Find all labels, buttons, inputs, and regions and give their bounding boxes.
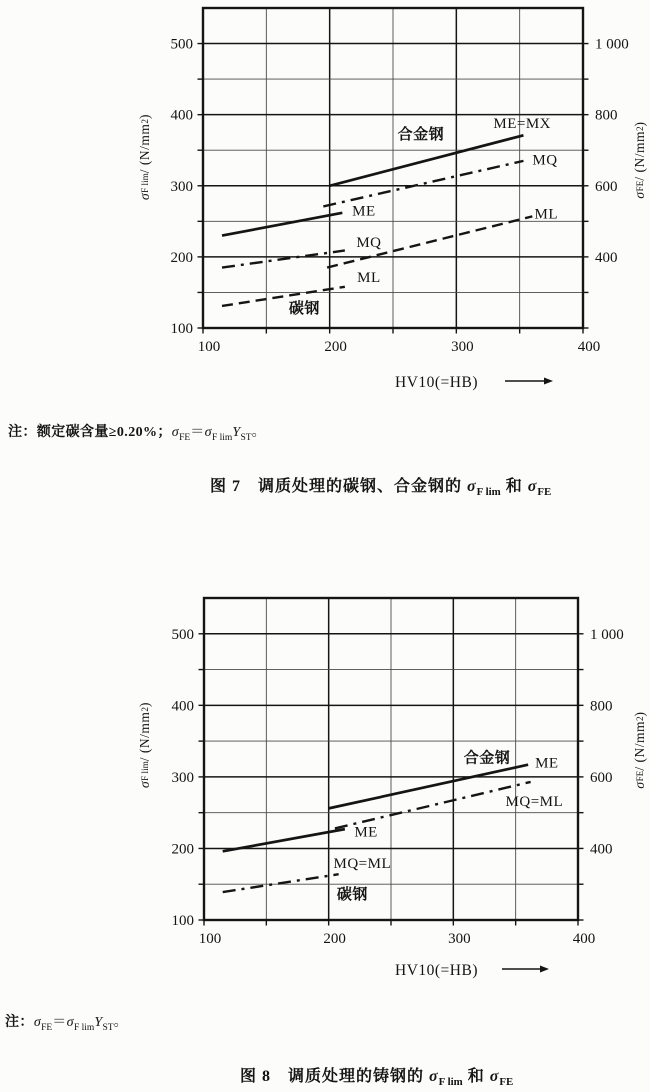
y-left-tick-label: 400 [170, 107, 193, 124]
chart-annotation: 合金钢 [397, 126, 445, 143]
figure-7-y-axis-right-title: σ FE / (N/mm 2 ) [632, 121, 647, 199]
y-left-tick-label: 400 [171, 698, 194, 715]
chart-annotation: ME [535, 755, 559, 772]
x-tick-label: 400 [572, 931, 596, 947]
series-line-碳钢-ME [222, 213, 342, 236]
x-axis-title: HV10(=HB) [395, 962, 478, 979]
y-left-tick-label: 300 [170, 178, 193, 195]
figure-8-caption: 图 8 调质处理的铸钢的 $\sigma_{F lim}$ 和 $\sigma_{FE}$ [240, 1068, 514, 1089]
series-line-碳钢-MQ [222, 250, 345, 267]
chart-annotation: 碳钢 [336, 887, 368, 904]
y-left-tick-label: 500 [171, 626, 194, 643]
x-tick-label: 200 [323, 931, 346, 947]
x-axis-arrow-head [540, 966, 549, 973]
series-line-合金钢-MQ [323, 161, 523, 207]
figure-7-note: 注：额定碳含量≥0.20%；$\sigma_{FE}=\sigma_{F lim}Y_{ST}$。 [8, 425, 267, 443]
figure-8-y-axis-left-title: σ F lim / (N/mm 2 ) [137, 702, 152, 789]
chart-annotation: ME [352, 203, 376, 220]
chart-annotation: MQ [356, 234, 382, 251]
figure-8-chart [0, 590, 650, 990]
figure-7-caption: 图 7 调质处理的碳钢、合金钢的 $\sigma_{F lim}$ 和 $\sigma_{FE}$ [210, 478, 552, 499]
figure-8-note: 注：$\sigma_{FE}=\sigma_{F lim}Y_{ST}$。 [5, 1015, 129, 1033]
chart-annotation: ML [357, 269, 381, 286]
y-left-tick-label: 300 [171, 769, 194, 786]
y-left-tick-label: 100 [171, 913, 194, 929]
y-left-tick-label: 100 [170, 321, 193, 337]
series-line-碳钢-MQ=ML [223, 874, 339, 892]
x-axis-title: HV10(=HB) [395, 374, 478, 391]
chart-annotation: ME=MX [493, 116, 552, 133]
y-left-tick-label: 200 [171, 841, 194, 858]
y-right-tick-label: 600 [595, 178, 618, 195]
x-tick-label: 100 [198, 931, 222, 947]
y-left-tick-label: 200 [170, 249, 193, 266]
x-tick-label: 300 [448, 931, 471, 947]
y-right-tick-label: 800 [595, 107, 618, 124]
figure-7-y-axis-left-title: σ F lim / (N/mm 2 ) [137, 114, 152, 201]
y-right-tick-label: 1 000 [595, 36, 629, 53]
y-right-tick-label: 1 000 [590, 626, 624, 643]
series-line-碳钢-ML [222, 287, 345, 306]
chart-annotation: ML [534, 206, 559, 223]
chart-annotation: MQ=ML [505, 794, 564, 811]
x-tick-label: 300 [451, 339, 474, 355]
y-left-tick-label: 500 [170, 36, 193, 53]
chart-annotation: ME [354, 824, 378, 841]
y-right-tick-label: 600 [590, 769, 613, 786]
x-tick-label: 200 [324, 339, 347, 355]
x-axis-arrow-head [544, 378, 553, 385]
x-tick-label: 400 [577, 339, 601, 355]
figure-8-y-axis-right-title: σ FE / (N/mm 2 ) [632, 711, 647, 789]
chart-annotation: 合金钢 [463, 750, 511, 767]
chart-annotation: MQ=ML [333, 855, 392, 872]
y-right-tick-label: 400 [595, 249, 618, 266]
x-tick-label: 100 [197, 339, 221, 355]
y-right-tick-label: 800 [590, 698, 613, 715]
series-line-合金钢-ME [329, 765, 528, 809]
chart-annotation: MQ [532, 152, 558, 169]
figure-7-chart [0, 0, 650, 400]
y-right-tick-label: 400 [590, 841, 613, 858]
series-line-合金钢-MQ=ML [335, 782, 531, 829]
chart-annotation: 碳钢 [288, 301, 320, 318]
